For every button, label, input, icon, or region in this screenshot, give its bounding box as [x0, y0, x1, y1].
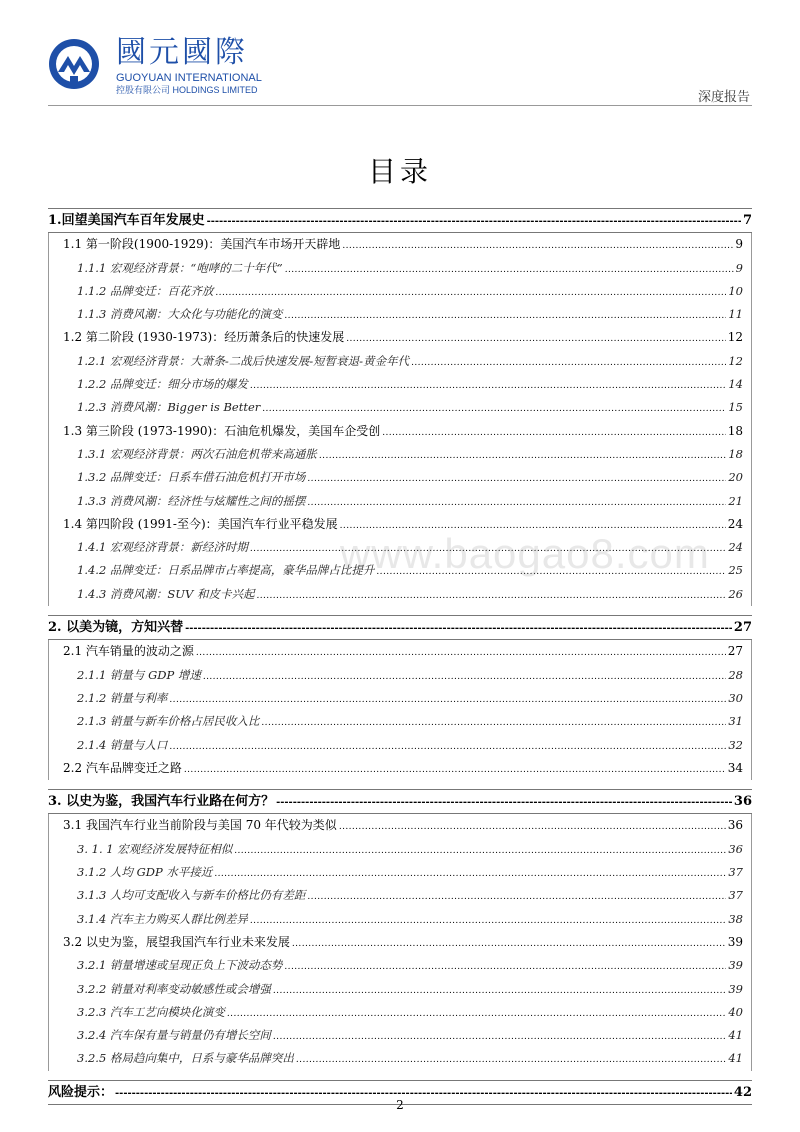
toc-leader: [215, 280, 726, 305]
toc-entry-text: 3. 1. 1 宏观经济发展特征相似: [77, 841, 233, 856]
toc-subsubsection-entry[interactable]: [49, 861, 751, 884]
toc-page-number: 39: [727, 934, 743, 949]
toc-page-number: 18: [728, 446, 743, 461]
toc-entry-text: 3.2.5 格局趋向集中，日系与豪华品牌突出: [77, 1051, 294, 1066]
toc-page-number: 38: [728, 911, 743, 926]
toc-entry-text: 3.2.1 销量增速或呈现正负上下波动态势: [77, 958, 283, 973]
toc-entry-text: 风险提示：: [48, 1084, 114, 1100]
toc-leader: [307, 884, 726, 909]
toc-entry-text: 2.1.2 销量与利率: [77, 690, 168, 705]
toc-entry-text: 1.2.3 消费风潮：Bigger is Better: [77, 400, 261, 415]
toc-leader: [185, 616, 732, 640]
toc-page-number: 18: [727, 423, 743, 438]
toc-leader: [273, 1024, 726, 1049]
toc-leader: [319, 443, 726, 468]
toc-subsection-entry[interactable]: [49, 757, 751, 780]
toc-entry-text: 1.2 第二阶段 (1930-1973)：经历萧条后的快速发展: [63, 330, 345, 345]
toc-page-number: 32: [728, 737, 743, 752]
toc-leader: [256, 583, 726, 608]
toc-leader: [203, 664, 726, 689]
toc-subsubsection-entry[interactable]: [49, 908, 751, 931]
toc-entry-text: 1.3.3 消费风潮：经济性与炫耀性之间的摇摆: [77, 493, 306, 508]
watermark: www.baogao8.com: [340, 530, 710, 577]
toc-page-number: 41: [728, 1028, 743, 1043]
toc-subsection-entry[interactable]: [49, 326, 751, 349]
toc-entry-text: 1.2.1 宏观经济背景：大萧条-二战后快速发展-短暂衰退-黄金年代: [77, 353, 410, 368]
toc-subsection-entry[interactable]: [49, 640, 751, 663]
header-divider: [48, 105, 752, 106]
toc-entry-text: 3.1 我国汽车行业当前阶段与美国 70 年代较为类似: [63, 818, 337, 833]
toc-subsubsection-entry[interactable]: [49, 280, 751, 303]
toc-page-number: 9: [735, 260, 743, 275]
toc-subsubsection-entry[interactable]: [49, 884, 751, 907]
toc-entry-text: 1.1.3 消费风潮：大众化与功能化的演变: [77, 307, 283, 322]
toc-subsubsection-entry[interactable]: [49, 687, 751, 710]
toc-entry-text: 1.4.3 消费风潮：SUV 和皮卡兴起: [77, 586, 255, 601]
toc-leader: [196, 640, 726, 665]
toc-page-number: 26: [728, 586, 743, 601]
toc-entry-text: 3.2.4 汽车保有量与销量仍有增长空间: [77, 1028, 271, 1043]
toc-section-heading[interactable]: [48, 615, 752, 640]
page-header: [0, 0, 800, 110]
toc-entry-text: 1.4.1 宏观经济背景：新经济时期: [77, 540, 248, 555]
toc-subsubsection-entry[interactable]: [49, 583, 751, 606]
table-of-contents: [48, 208, 752, 1105]
toc-page-number: 37: [728, 865, 743, 880]
toc-page-number: 40: [728, 1004, 743, 1019]
toc-leader: [411, 350, 726, 375]
toc-page-number: 27: [733, 620, 752, 636]
toc-subsubsection-entry[interactable]: [49, 443, 751, 466]
toc-entry-text: 3.1.2 人均 GDP 水平接近: [77, 865, 213, 880]
logo-english-name: GUOYUAN INTERNATIONAL: [116, 72, 262, 84]
toc-entry-text: 2.1.1 销量与 GDP 增速: [77, 667, 201, 682]
toc-entry-text: 3.2.3 汽车工艺向模块化演变: [77, 1004, 225, 1019]
toc-leader: [273, 978, 726, 1003]
toc-leader: [207, 209, 741, 233]
toc-page-number: 12: [727, 330, 743, 345]
toc-entry-text: 1.1 第一阶段(1900-1929)：美国汽车市场开天辟地: [63, 237, 341, 252]
toc-section-group: [48, 814, 752, 1070]
toc-page-number: 21: [728, 493, 743, 508]
toc-page-number: 7: [742, 213, 752, 228]
toc-page-number: 20: [728, 470, 743, 485]
toc-page-number: 24: [727, 516, 743, 531]
toc-page-number: 34: [727, 760, 743, 775]
toc-page-number: 25: [728, 563, 743, 578]
toc-subsection-entry[interactable]: [49, 233, 751, 256]
toc-leader: [262, 396, 726, 421]
toc-page-number: 24: [728, 540, 743, 555]
toc-page-number: 28: [728, 667, 743, 682]
toc-page-number: 36: [728, 841, 743, 856]
toc-leader: [285, 257, 734, 282]
toc-leader: [382, 420, 726, 445]
toc-subsubsection-entry[interactable]: [49, 350, 751, 373]
toc-subsection-entry[interactable]: [49, 814, 751, 837]
toc-entry-text: 1.1.2 品牌变迁：百花齐放: [77, 283, 214, 298]
toc-entry-text: 1.2.2 品牌变迁：细分市场的爆发: [77, 377, 248, 392]
toc-entry-text: 2.1.4 销量与人口: [77, 737, 168, 752]
toc-leader: [214, 861, 726, 886]
toc-page-number: 39: [728, 958, 743, 973]
toc-leader: [169, 734, 726, 759]
toc-subsection-entry[interactable]: [49, 420, 751, 443]
toc-page-number: 11: [728, 307, 743, 322]
toc-entry-text: 1.4 第四阶段 (1991-至今)：美国汽车行业平稳发展: [63, 516, 338, 531]
toc-page-number: 9: [735, 237, 743, 252]
toc-page-number: 42: [733, 1084, 752, 1100]
toc-subsubsection-entry[interactable]: [49, 257, 751, 280]
toc-entry-text: 2. 以美为镜，方知兴替: [48, 620, 184, 636]
toc-page-number: 15: [728, 400, 743, 415]
toc-leader: [284, 954, 726, 979]
logo-english-subtitle: 控股有限公司 HOLDINGS LIMITED: [116, 85, 258, 95]
toc-section-group: [48, 640, 752, 780]
logo-chinese-name: 國元國際: [116, 35, 248, 70]
toc-subsubsection-entry[interactable]: [49, 490, 751, 513]
report-type-label: 深度报告: [697, 90, 750, 105]
toc-subsubsection-entry[interactable]: [49, 734, 751, 757]
toc-subsubsection-entry[interactable]: [49, 664, 751, 687]
toc-page-number: 27: [727, 644, 743, 659]
toc-entry-text: 1.3 第三阶段 (1973-1990)：石油危机爆发，美国车企受创: [63, 423, 381, 438]
toc-subsubsection-entry[interactable]: [49, 303, 751, 326]
toc-entry-text: 3.1.4 汽车主力购买人群比例差异: [77, 911, 248, 926]
toc-entry-text: 1.3.1 宏观经济背景：两次石油危机带来高通胀: [77, 446, 317, 461]
toc-leader: [184, 757, 726, 782]
toc-leader: [261, 710, 726, 735]
toc-subsubsection-entry[interactable]: [49, 954, 751, 977]
toc-section-heading[interactable]: [48, 789, 752, 814]
toc-page-number: 31: [728, 714, 743, 729]
toc-page-number: 41: [728, 1051, 743, 1066]
toc-page-number: 12: [728, 353, 743, 368]
toc-entry-text: 1.回望美国汽车百年发展史: [48, 213, 205, 228]
toc-subsubsection-entry[interactable]: [49, 396, 751, 419]
toc-page-number: 36: [733, 794, 752, 810]
toc-leader: [292, 931, 726, 956]
toc-entry-text: 3.2.2 销量对利率变动敏感性或会增强: [77, 981, 271, 996]
toc-leader: [339, 814, 726, 839]
toc-page-number: 30: [728, 690, 743, 705]
toc-entry-text: 2.2 汽车品牌变迁之路: [63, 760, 182, 775]
toc-entry-text: 1.4.2 品牌变迁：日系品牌市占率提高，豪华品牌占比提升: [77, 563, 375, 578]
toc-leader: [227, 1001, 726, 1026]
toc-leader: [342, 233, 733, 258]
toc-entry-text: 2.1.3 销量与新车价格占居民收入比: [77, 714, 260, 729]
toc-page-number: 39: [728, 981, 743, 996]
toc-page-number: 36: [727, 818, 743, 833]
toc-subsubsection-entry[interactable]: [49, 838, 751, 861]
toc-title: 目录: [367, 155, 432, 188]
toc-subsubsection-entry[interactable]: [49, 373, 751, 396]
toc-entry-text: 3.1.3 人均可支配收入与新车价格比仍有差距: [77, 888, 306, 903]
toc-subsubsection-entry[interactable]: [49, 978, 751, 1001]
toc-subsubsection-entry[interactable]: [49, 1024, 751, 1047]
toc-leader: [250, 908, 726, 933]
toc-subsubsection-entry[interactable]: [49, 466, 751, 489]
toc-entry-text: 3.2 以史为鉴，展望我国汽车行业未来发展: [63, 934, 290, 949]
guoyuan-logo-icon: [48, 38, 100, 90]
toc-entry-text: 1.3.2 品牌变迁：日系车借石油危机打开市场: [77, 470, 306, 485]
toc-leader: [284, 303, 726, 328]
toc-subsubsection-entry[interactable]: [49, 1001, 751, 1024]
toc-leader: [346, 326, 726, 351]
toc-leader: [169, 687, 726, 712]
toc-section-heading[interactable]: [48, 208, 752, 233]
toc-subsubsection-entry[interactable]: [49, 1047, 751, 1070]
toc-entry-text: 3. 以史为鉴，我国汽车行业路在何方？: [48, 794, 275, 810]
toc-entry-text: 2.1 汽车销量的波动之源: [63, 644, 194, 659]
toc-subsubsection-entry[interactable]: [49, 710, 751, 733]
toc-entry-text: 1.1.1 宏观经济背景：“咆哮的二十年代”: [77, 260, 283, 275]
toc-leader: [234, 838, 726, 863]
toc-page-number: 37: [728, 888, 743, 903]
page-number: 2: [396, 1098, 404, 1112]
toc-leader: [250, 373, 726, 398]
toc-leader: [307, 490, 726, 515]
toc-subsection-entry[interactable]: [49, 931, 751, 954]
toc-leader: [276, 790, 732, 814]
toc-leader: [296, 1047, 726, 1072]
toc-page-number: 10: [728, 283, 743, 298]
toc-page-number: 14: [728, 377, 743, 392]
toc-leader: [307, 466, 726, 491]
